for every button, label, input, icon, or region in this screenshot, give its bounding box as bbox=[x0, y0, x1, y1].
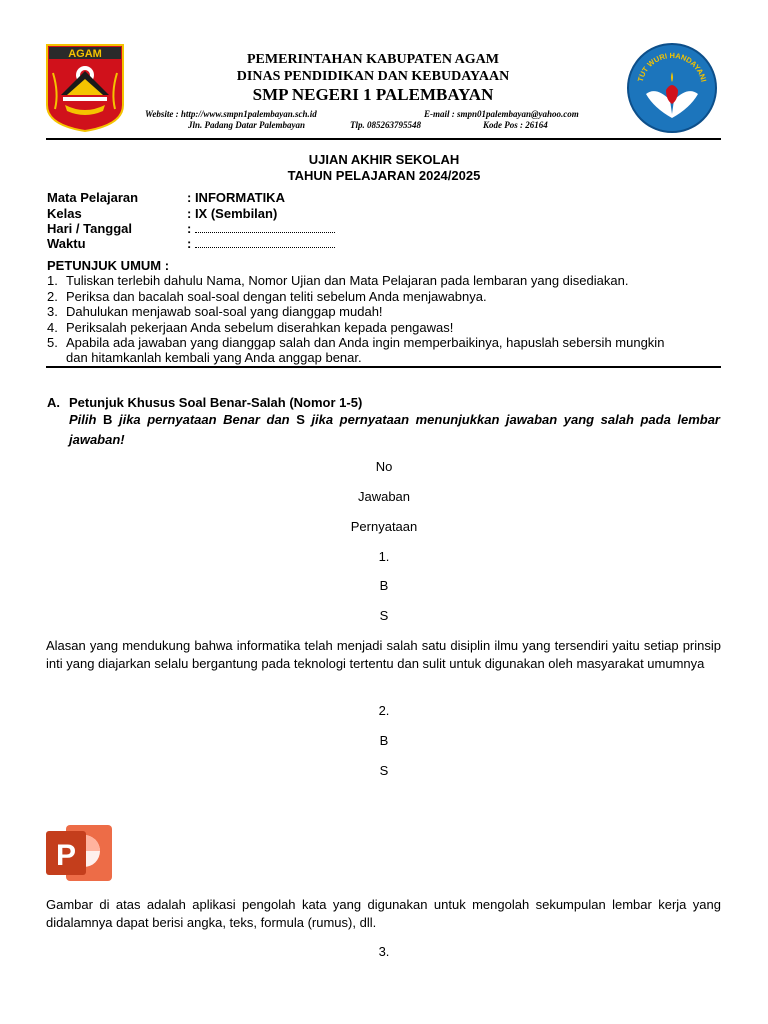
instruction-number: 4. bbox=[47, 320, 58, 335]
col-head-jawaban: Jawaban bbox=[357, 489, 411, 504]
q2-option-s[interactable]: S bbox=[379, 763, 389, 778]
instruction-text: Tuliskan terlebih dahulu Nama, Nomor Ujian dan Mata Pelajaran pada lembaran yang disediakan. bbox=[66, 273, 629, 288]
powerpoint-icon bbox=[44, 823, 114, 883]
instruction-text: Dahulukan menjawab soal-soal yang dianggap mudah! bbox=[66, 304, 383, 319]
website-text: Website : http://www.smpn1palembayan.sch.id bbox=[145, 109, 317, 119]
address-text: Jln. Padang Datar Palembayan bbox=[188, 120, 306, 130]
instr-pilih: Pilih bbox=[69, 412, 97, 427]
instr-mid: jika pernyataan Benar dan bbox=[118, 412, 290, 427]
section-a-title: Petunjuk Khusus Soal Benar-Salah (Nomor 1-5) bbox=[69, 395, 363, 410]
field-label: Mata Pelajaran bbox=[47, 190, 139, 205]
header-line-1: PEMERINTAHAN KABUPATEN AGAM bbox=[247, 52, 499, 67]
postcode-text: Kode Pos : 26164 bbox=[483, 120, 548, 130]
instruction-number: 5. bbox=[47, 335, 58, 350]
field-value: : IX (Sembilan) bbox=[187, 206, 278, 221]
field-value-wrap bbox=[187, 221, 335, 236]
powerpoint-icon-letter: P bbox=[55, 839, 77, 872]
q1-option-b[interactable]: B bbox=[379, 578, 389, 593]
instr-b: B bbox=[103, 412, 113, 427]
fill-in-line[interactable] bbox=[195, 222, 335, 233]
q1-number: 1. bbox=[378, 549, 390, 564]
exam-title: UJIAN AKHIR SEKOLAH bbox=[308, 152, 460, 167]
field-label: Kelas bbox=[47, 206, 82, 221]
instruction-text: Periksa dan bacalah soal-soal dengan teliti sebelum Anda menjawabnya. bbox=[66, 289, 487, 304]
section-a-letter: A. bbox=[47, 395, 60, 410]
phone-text: Tlp. 085263795548 bbox=[350, 120, 421, 130]
instr-s: S bbox=[296, 412, 305, 427]
instruction-text: Apabila ada jawaban yang dianggap salah dan Anda ingin memperbaikinya, hapuslah sebersih mungkin dan hitamkanlah kembali yang Anda anggap benar. bbox=[66, 335, 665, 365]
header-line-2: DINAS PENDIDIKAN DAN KEBUDAYAAN bbox=[236, 69, 510, 84]
general-instructions-heading: PETUNJUK UMUM : bbox=[47, 258, 170, 273]
q2-option-b[interactable]: B bbox=[379, 733, 389, 748]
field-value: : INFORMATIKA bbox=[187, 190, 285, 205]
exam-year: TAHUN PELAJARAN 2024/2025 bbox=[287, 168, 481, 183]
email-text: E-mail : smpn01palembayan@yahoo.com bbox=[424, 109, 579, 119]
fill-in-line[interactable] bbox=[195, 237, 335, 248]
field-label: Hari / Tanggal bbox=[47, 221, 132, 236]
q1-statement: Alasan yang mendukung bahwa informatika telah menjadi salah satu disiplin ilmu yang tersendiri yaitu setiap prinsip inti yang diajarkan selalu bergantung pada teknologi tertentu dan sulit untuk digunakan oleh masyarakat umumnya bbox=[46, 638, 721, 671]
instr-end: jika pernyataan menunjukkan jawaban yang salah pada lembar jawaban! bbox=[69, 412, 720, 447]
q2-number: 2. bbox=[378, 703, 390, 718]
agam-logo bbox=[45, 43, 125, 133]
instructions-divider bbox=[46, 366, 721, 368]
tut-wuri-handayani-logo bbox=[626, 42, 718, 134]
q3-number: 3. bbox=[378, 944, 390, 959]
agam-logo-text: AGAM bbox=[68, 48, 102, 60]
section-a-instruction bbox=[69, 410, 720, 450]
instruction-number: 1. bbox=[47, 273, 58, 288]
col-head-no: No bbox=[375, 459, 393, 474]
field-colon: : bbox=[187, 221, 192, 236]
instruction-text: Periksalah pekerjaan Anda sebelum diserahkan kepada pengawas! bbox=[66, 320, 454, 335]
instruction-number: 3. bbox=[47, 304, 58, 319]
header-divider bbox=[46, 138, 721, 140]
tut-wuri-text: TUT WURI HANDAYANI bbox=[635, 50, 709, 83]
q2-statement: Gambar di atas adalah aplikasi pengolah kata yang digunakan untuk mengolah sekumpulan lembar kerja yang didalamnya dapat berisi angka, teks, formula (rumus), dll. bbox=[46, 897, 721, 930]
field-label: Waktu bbox=[47, 236, 86, 251]
school-name: SMP NEGERI 1 PALEMBAYAN bbox=[252, 85, 494, 104]
field-value-wrap bbox=[187, 236, 335, 251]
q1-option-s[interactable]: S bbox=[379, 608, 389, 623]
col-head-pernyataan: Pernyataan bbox=[350, 519, 418, 534]
instruction-number: 2. bbox=[47, 289, 58, 304]
field-colon: : bbox=[187, 236, 192, 251]
